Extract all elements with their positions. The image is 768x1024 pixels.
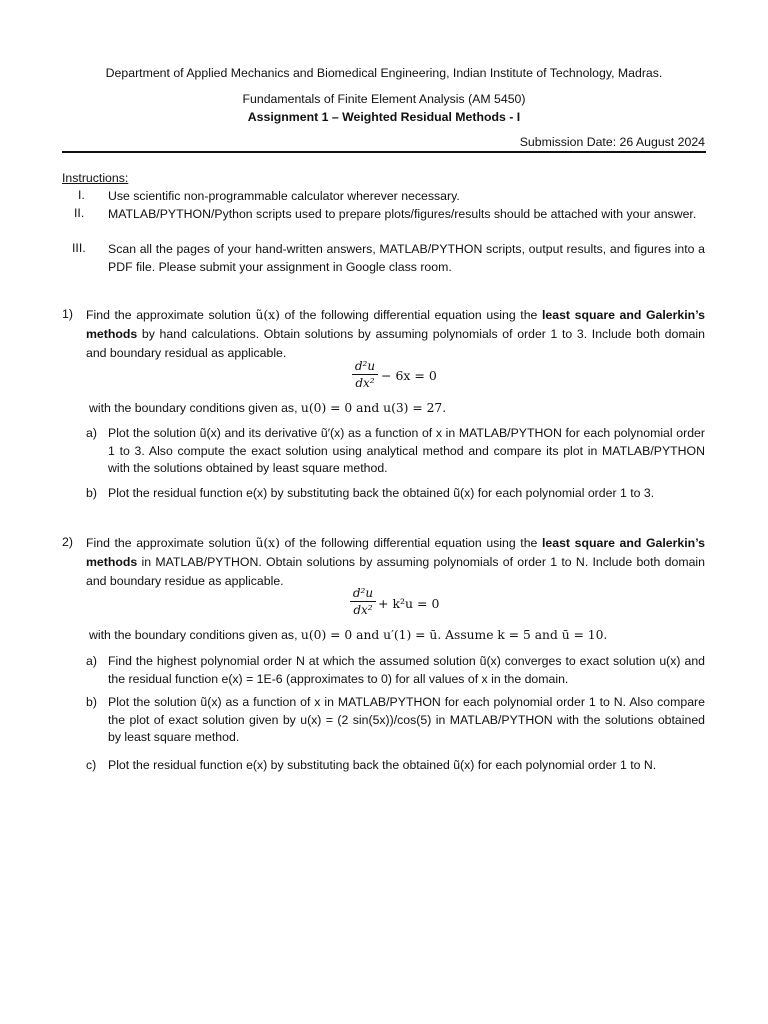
question-2-part-b: Plot the solution ũ(x) as a function of x in MATLAB/PYTHON for each polynomial order 1 to N. Also compare the plot of exact solution given by u(x) = (2 sin(5x))/cos(5) in MATLAB/PYTHON with the solutions obtained by least square method. [108,695,705,745]
header-divider [62,151,706,153]
instruction-text: Scan all the pages of your hand-written answers, MATLAB/PYTHON scripts, output results, and figures into a PDF file. Please submit your assignment in Google class room. [108,242,705,274]
department-line: Department of Applied Mechanics and Biomedical Engineering, Indian Institute of Technology, Madras. [105,66,663,80]
question-number: 2) [62,535,73,549]
question-2-part-c: Plot the residual function e(x) by substituting back the obtained ũ(x) for each polynomial order 1 to N. [108,758,657,772]
part-label: a) [86,426,97,440]
question-2-bc: with the boundary conditions given as, u(0) = 0 and u′(1) = ū. Assume k = 5 and ū = 10. [89,628,608,642]
equation-1-fraction: d²u dx² [352,359,378,390]
question-1-bc: with the boundary conditions given as, u(0) = 0 and u(3) = 27. [89,401,447,415]
question-number: 1) [62,307,73,321]
instructions-title: Instructions: [62,171,129,185]
equation-1-rest: − 6x = 0 [381,368,437,383]
assignment-title: Assignment 1 – Weighted Residual Methods - I [247,110,521,124]
instruction-text: Use scientific non-programmable calculator wherever necessary. [108,189,460,203]
part-label: c) [86,758,97,772]
instruction-num: II. [74,206,85,220]
submission-date: Submission Date: 26 August 2024 [519,135,705,149]
question-1-part-a: Plot the solution ũ(x) and its derivative ũ′(x) as a function of x in MATLAB/PYTHON for each polynomial order 1 to 3. Also compute the exact solution using analytical method and compare its plot in MATLAB/PYTHON with the solutions obtained by least square method. [108,426,705,476]
part-label: b) [86,486,97,500]
instruction-text: MATLAB/PYTHON/Python scripts used to prepare plots/figures/results should be attached with your answer. [108,207,697,221]
equation-2-rest: + k²u = 0 [378,596,440,611]
question-2-intro: Find the approximate solution ũ(x) of the following differential equation using the least square and Galerkin’s methods in MATLAB/PYTHON. Obtain solutions by assuming polynomials of order 1 to N. Include both domain and boundary residue as applicable. [86,536,705,588]
instruction-num: I. [78,188,85,202]
question-1-intro: Find the approximate solution ũ(x) of the following differential equation using the least square and Galerkin’s methods by hand calculations. Obtain solutions by assuming polynomials of order 1 to 3. Include both domain and boundary residual as applicable. [86,308,705,360]
part-label: b) [86,695,97,709]
instruction-num: III. [72,241,86,255]
part-label: a) [86,654,97,668]
equation-2-fraction: d²u dx² [350,586,376,617]
question-2-part-a: Find the highest polynomial order N at which the assumed solution ũ(x) converges to exact solution u(x) and the residual function e(x) = 1E-6 (approximates to 0) for all values of x in the domain. [108,654,705,686]
course-title: Fundamentals of Finite Element Analysis (AM 5450) [242,92,526,106]
question-1-part-b: Plot the residual function e(x) by substituting back the obtained ũ(x) for each polynomial order 1 to 3. [108,486,655,500]
